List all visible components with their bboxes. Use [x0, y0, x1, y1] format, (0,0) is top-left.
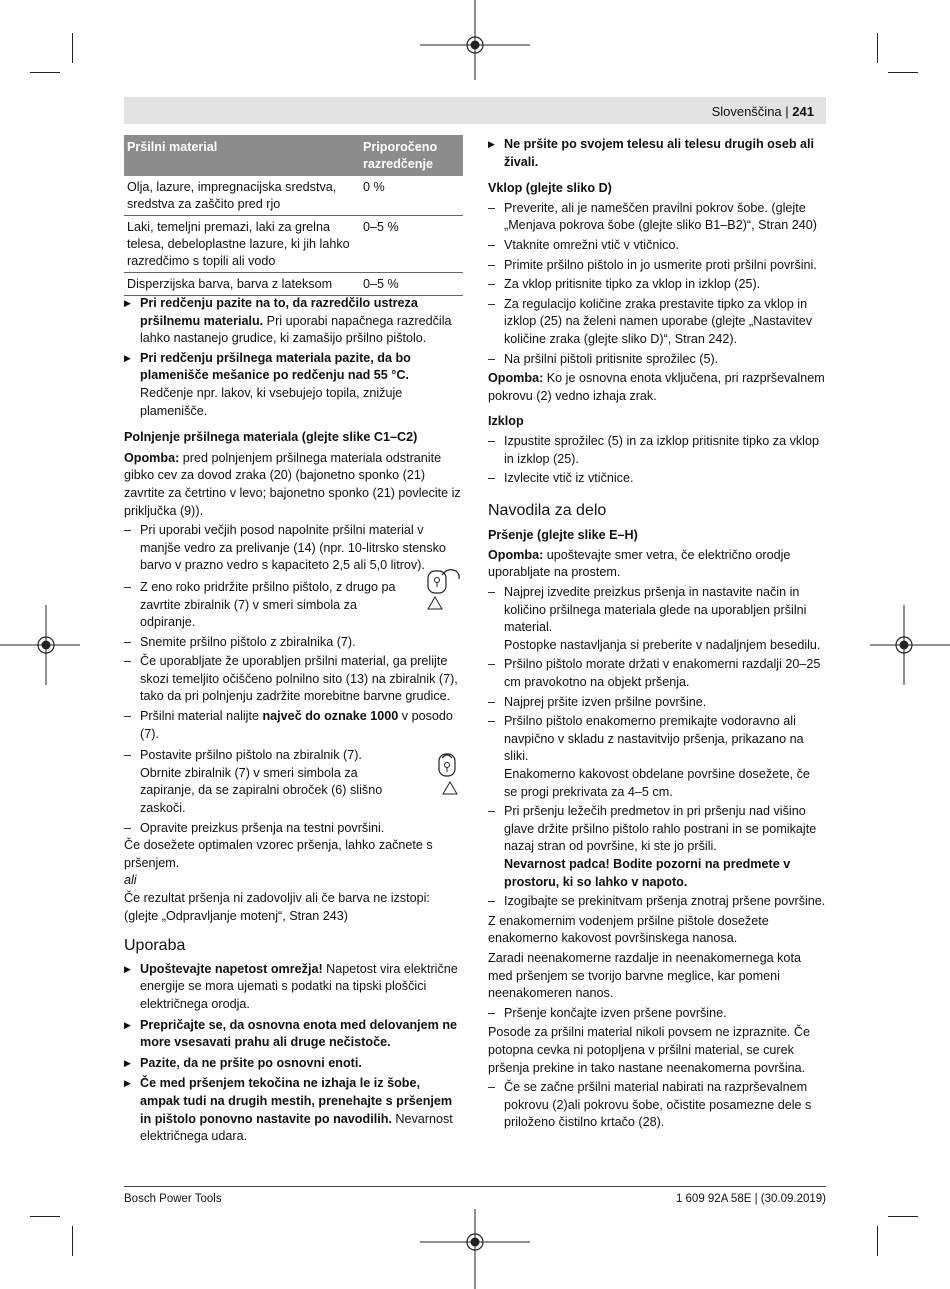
footer-divider	[124, 1186, 826, 1187]
unlock-symbol-icon	[424, 565, 464, 613]
table-cell: Olja, lazure, impregnacijska sredstva, sredstva za zaščito pred rjo	[124, 176, 360, 216]
list-item: – Če se začne pršilni material nabirati na razprševalnem pokrovu (2)ali pokrovu šobe, očistite posamezne dele s priloženo čistilno krtačo (28).	[488, 1079, 826, 1132]
paragraph: Zaradi neenakomerne razdalje in neenakomernega kota med pršenjem se tvorijo barvne meglice, kar pomeni neenakomeren nanos.	[488, 950, 801, 1001]
list-item: – Pršilno pištolo morate držati v enakomerni razdalji 20–25 cm pravokotno na objekt pršenja.	[488, 656, 826, 691]
list-item: – Za regulacijo količine zraka prestavite tipko za vklop in izklop (25) na želeni namen uporabe (glejte „Nastavitev količine zraka (glejte sliko D)“, Stran 242).	[488, 296, 826, 349]
list-item: – Pršilno pištolo enakomerno premikajte vodoravno ali navpično v skladu z nastavitvijo pršenja, prikazano na sliki. Enakomerno kakovost obdelane površine dosežete, če se progi prekrivata za 4–5 cm.	[488, 713, 826, 801]
table-header-cell: Priporočeno razredčenje	[360, 135, 463, 176]
paragraph: Če rezultat pršenja ni zadovoljiv ali če barva ne izstopi: (glejte „Odpravljanje motenj“, Stran 243)	[124, 891, 430, 923]
footer-brand: Bosch Power Tools	[124, 1193, 222, 1205]
warning-item: ▶ Prepričajte se, da osnovna enota med delovanjem ne more vsesavati prahu ali druge nečistoče.	[124, 1017, 462, 1052]
warning-item: ▶ Pri redčenju pršilnega materiala pazite, da bo plamenišče mešanice po redčenju nad 55 °C. Redčenje npr. lakov, ki vsebujejo topila, znižuje plamenišče.	[124, 350, 462, 420]
lock-symbol-icon	[432, 750, 462, 798]
list-item: – Pršenje končajte izven pršene površine.	[488, 1005, 826, 1023]
warning-item: ▶ Pazite, da ne pršite po osnovni enoti.	[124, 1055, 462, 1073]
list-item: – Izvlecite vtič iz vtičnice.	[488, 470, 826, 488]
registration-mark-bottom-icon	[420, 1209, 530, 1289]
table-row	[124, 216, 463, 273]
section-heading: Polnjenje pršilnega materiala (glejte slike C1–C2)	[124, 430, 418, 445]
footer-doc-id: 1 609 92A 58E | (30.09.2019)	[675, 1193, 826, 1205]
list-item: – Opravite preizkus pršenja na testni površini.	[124, 820, 462, 838]
page-number: 241	[792, 104, 814, 119]
warning-item: ▶ Ne pršite po svojem telesu ali telesu drugih oseb ali živali.	[488, 136, 826, 171]
table-row	[124, 273, 463, 296]
left-column	[124, 295, 462, 1146]
list-item: – Izogibajte se prekinitvam pršenja znotraj pršene površine.	[488, 893, 826, 911]
warning-item: ▶ Upoštevajte napetost omrežja! Napetost vira električne energije se mora ujemati s podatki na tipski ploščici električnega orodja.	[124, 961, 462, 1014]
table-row	[124, 176, 463, 216]
list-item: – Vtaknite omrežni vtič v vtičnico.	[488, 237, 826, 255]
list-item: – Postavite pršilno pištolo na zbiralnik (7). Obrnite zbiralnik (7) v smeri simbola za zapiranje, da se zapiralni obroček (6) slišno zaskoči.	[124, 747, 462, 817]
list-item: – Z eno roko pridržite pršilno pištolo, z drugo pa zavrtite zbiralnik (7) v smeri simbola za odpiranje.	[124, 579, 462, 632]
list-item: – Izpustite sprožilec (5) in za izklop pritisnite tipko za vklop in izklop (25).	[488, 433, 826, 468]
thinning-table	[124, 135, 463, 296]
table-cell: 0–5 %	[360, 273, 463, 296]
section-heading: Izklop	[488, 414, 524, 429]
right-column	[488, 136, 826, 1132]
registration-mark-top-icon	[420, 0, 530, 80]
paragraph: Z enakomernim vodenjem pršilne pištole dosežete enakomerno kakovost površinskega nanosa.	[488, 913, 769, 946]
note-paragraph: Opomba: upoštevajte smer vetra, če električno orodje uporabljate na prostem.	[488, 547, 791, 580]
warning-item: ▶ Pri redčenju pazite na to, da razredčilo ustreza pršilnemu materialu. Pri uporabi napačnega razredčila lahko nastanejo grudice, ki zamašijo pršilno pištolo.	[124, 295, 462, 348]
note-paragraph: Opomba: pred polnjenjem pršilnega materiala odstranite gibko cev za dovod zraka (20) (bajonetno sponko (21) zavrtite za četrtino v levo; bajonetno sponko (21) povlecite iz priključka (9)).	[124, 450, 461, 518]
table-cell: 0 %	[360, 176, 463, 216]
list-item: – Najprej izvedite preizkus pršenja in nastavite način in količino pršilnega materiala glede na uporabljen pršilni material. Postopke nastavljanja si preberite v nadaljnjem besedilu.	[488, 584, 826, 654]
list-item: – Za vklop pritisnite tipko za vklop in izklop (25).	[488, 276, 826, 294]
list-item: – Snemite pršilno pištolo z zbiralnika (7).	[124, 634, 462, 652]
list-item: – Pri pršenju ležečih predmetov in pri pršenju nad višino glave držite pršilno pištolo rahlo postrani in se pomikajte nazaj stran od površine, ki ste jo pršili. Nevarnost padca! Bodite pozorni na predmete v prostoru, ki so lahko v napoto.	[488, 803, 826, 891]
table-header-cell: Pršilni material	[124, 135, 360, 176]
list-item: – Na pršilni pištoli pritisnite sprožilec (5).	[488, 351, 826, 369]
table-cell: 0–5 %	[360, 216, 463, 273]
header-language: Slovenščina	[711, 104, 782, 119]
registration-mark-right-icon	[870, 600, 950, 690]
table-header-row	[124, 135, 463, 176]
warning-item: ▶ Če med pršenjem tekočina ne izhaja le iz šobe, ampak tudi na drugih mestih, prenehajte s pršenjem in pištolo ponovno nastavite po navodilih. Nevarnost električnega udara.	[124, 1075, 462, 1145]
page-header: Slovenščina | 241	[711, 104, 814, 119]
list-item: – Pršilni material nalijte največ do oznake 1000 v posodo (7).	[124, 708, 462, 743]
registration-mark-left-icon	[0, 600, 80, 690]
list-item: – Pri uporabi večjih posod napolnite pršilni material v manjše vedro za prelivanje (14) (npr. 10-litrsko stensko barvo v prazno vedro s kapaciteto 2,5 ali 5,0 litrov).	[124, 522, 462, 575]
table-cell: Disperzijska barva, barva z lateksom	[124, 273, 360, 296]
note-paragraph: Opomba: Ko je osnovna enota vključena, pri razprševalnem pokrovu (2) vedno izhaja zrak.	[488, 371, 825, 403]
paragraph: Posode za pršilni material nikoli povsem ne izpraznite. Če potopna cevka ni potopljena v pršilni material, se curek pršenja prekine in tako nastane neenakomerna površina.	[488, 1025, 810, 1075]
section-heading: Navodila za delo	[488, 501, 607, 519]
paragraph-ali: ali	[124, 873, 137, 888]
list-item: – Najprej pršite izven pršilne površine.	[488, 694, 826, 712]
table-cell: Laki, temeljni premazi, laki za grelna telesa, debeloplastne lazure, ki jih lahko razredčimo s topili ali vodo	[124, 216, 360, 273]
section-heading: Pršenje (glejte slike E–H)	[488, 528, 638, 543]
list-item: – Če uporabljate že uporabljen pršilni material, ga prelijte skozi temeljito očiščeno polnilno sito (13) na zbiralnik (7), tako da pri polnjenju zadržite morebitne barvne grudice.	[124, 653, 462, 706]
list-item: – Primite pršilno pištolo in jo usmerite proti pršilni površini.	[488, 257, 826, 275]
paragraph: Če dosežete optimalen vzorec pršenja, lahko začnete s pršenjem.	[124, 838, 433, 870]
section-heading: Uporaba	[124, 937, 186, 955]
list-item: – Preverite, ali je nameščen pravilni pokrov šobe. (glejte „Menjava pokrova šobe (glejte sliko B1–B2)“, Stran 240)	[488, 200, 826, 235]
section-heading: Vklop (glejte sliko D)	[488, 181, 612, 196]
